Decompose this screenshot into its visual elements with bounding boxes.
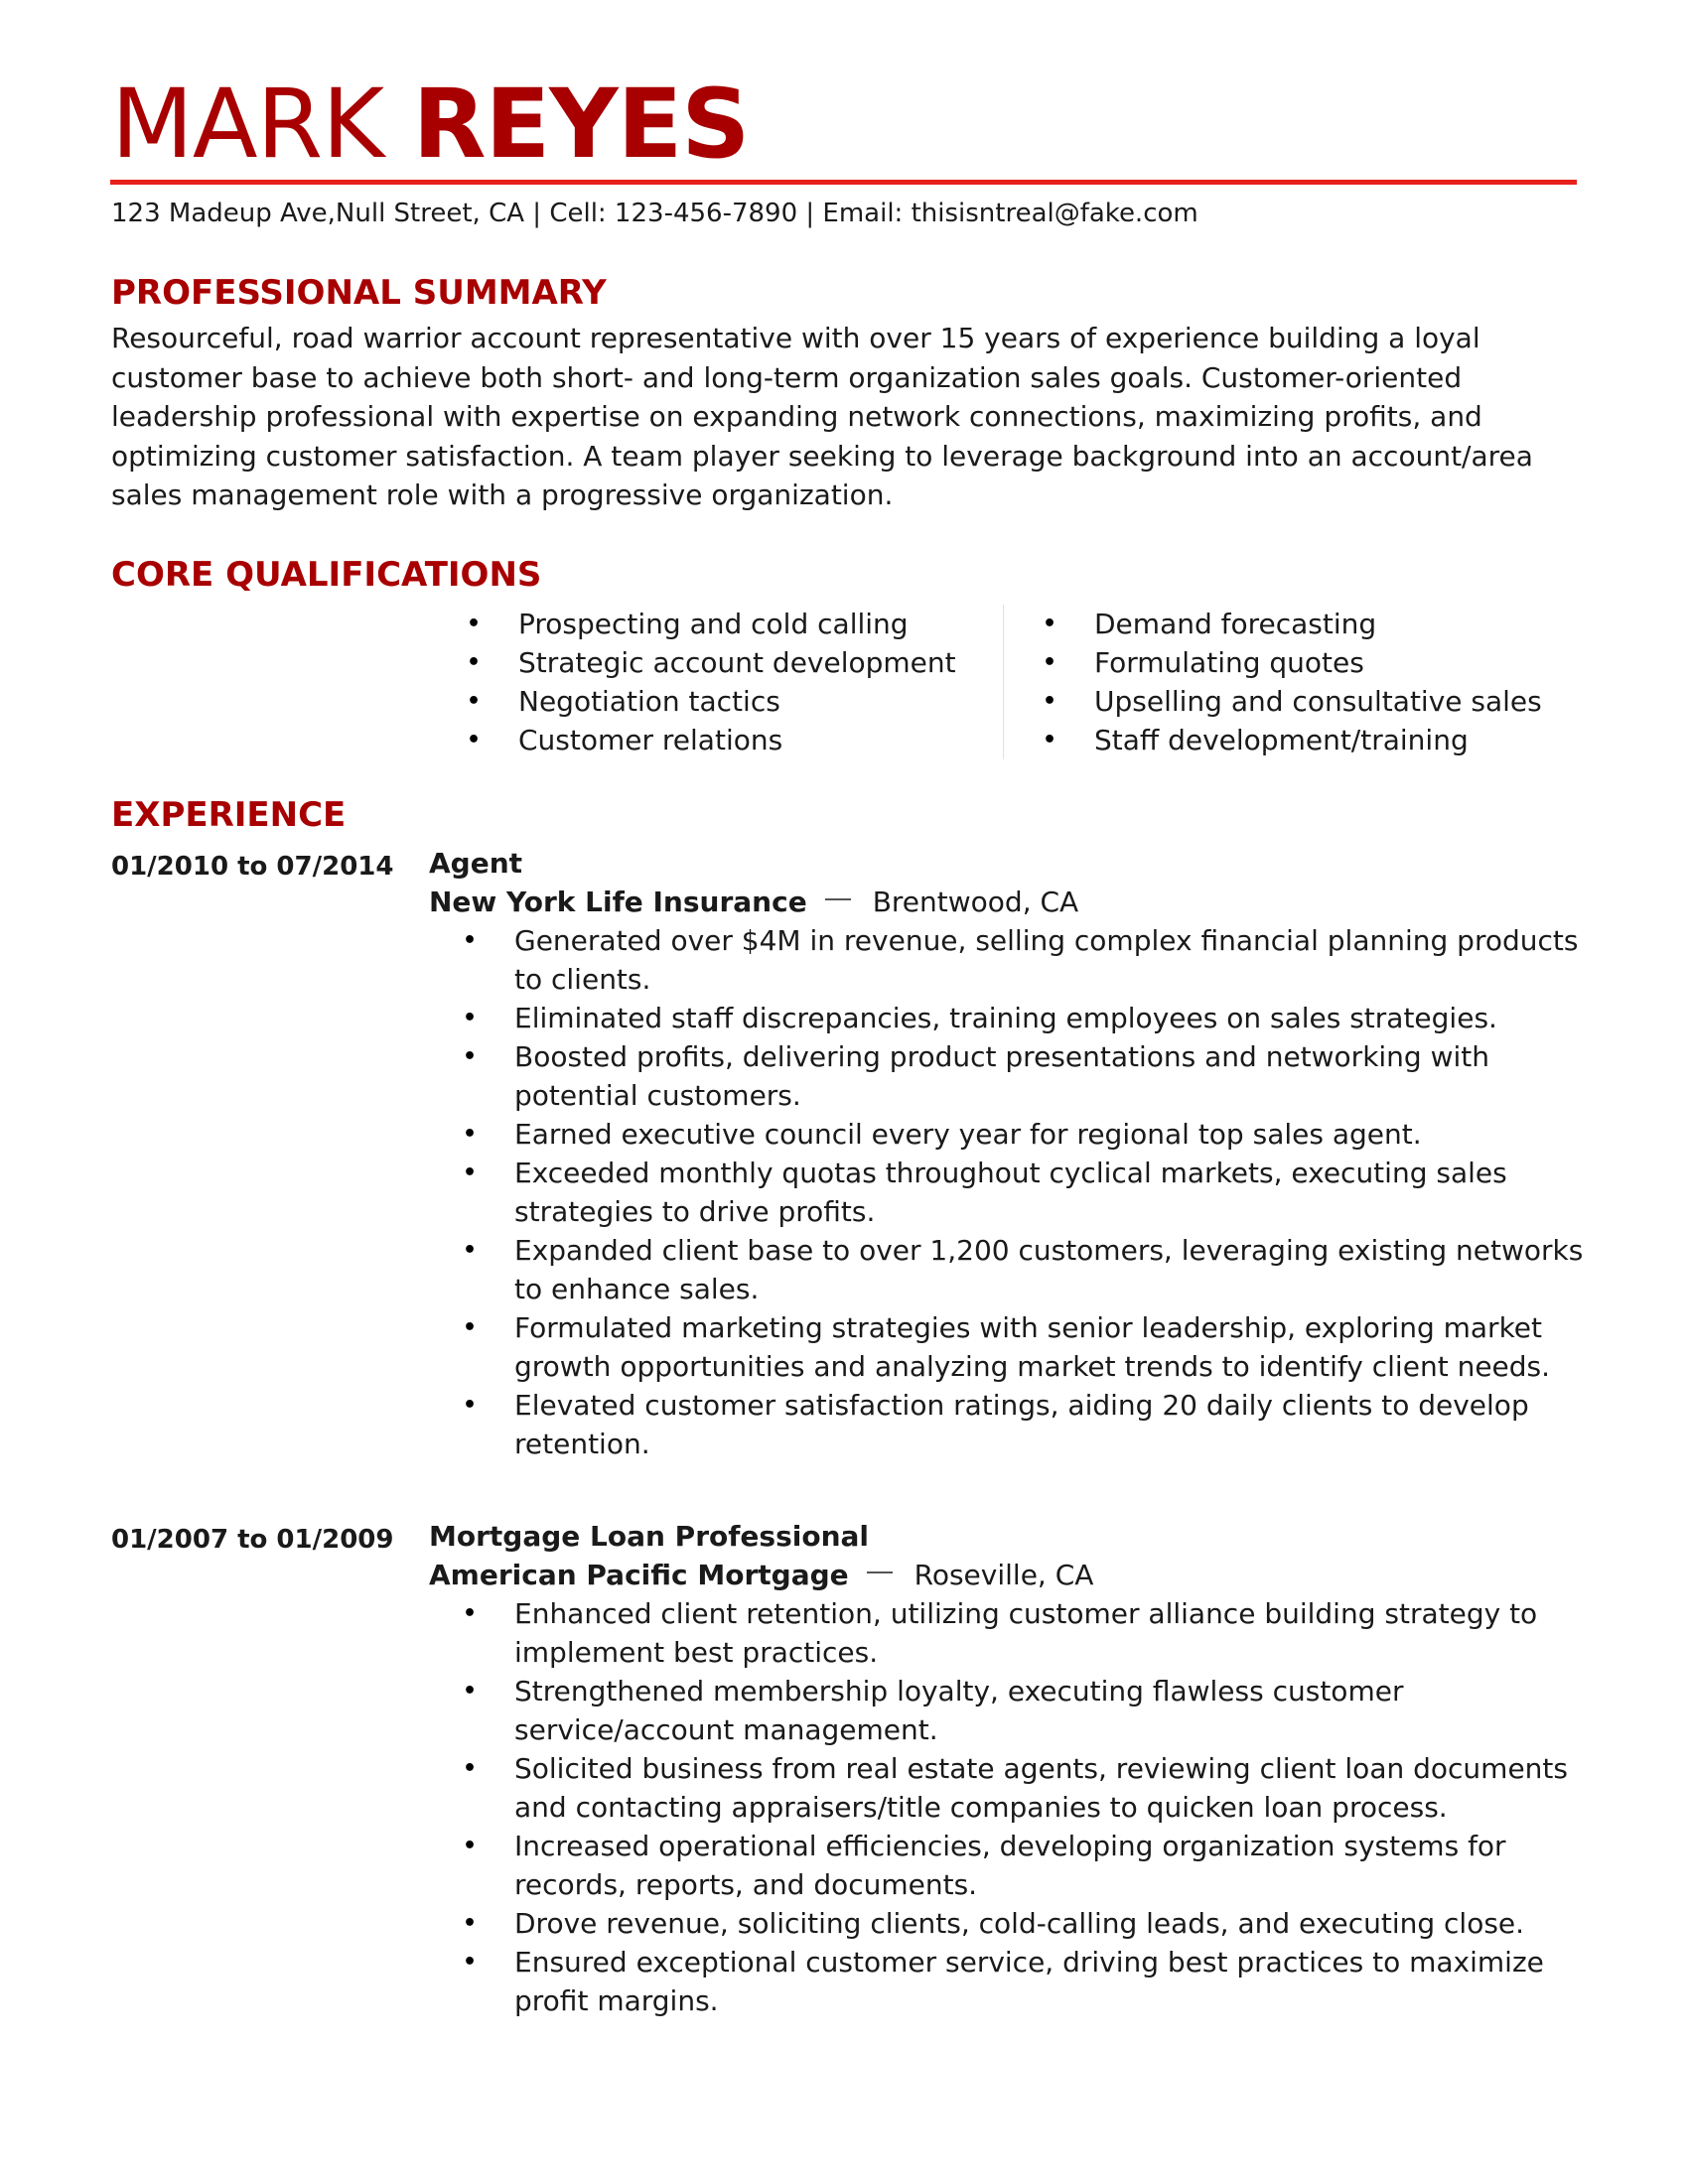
job-bullet: • Strengthened membership loyalty, executing flawless customer service/account management. [463,1672,1585,1749]
job-bullet: • Increased operational efficiencies, developing organization systems for records, reports, and documents. [463,1827,1585,1904]
bullet-icon: • [1043,650,1057,675]
first-name: MARK [111,68,384,180]
header-rule [110,180,1577,185]
job-bullet: • Ensured exceptional customer service, driving best practices to maximize profit margins. [463,1943,1585,2020]
bullet-icon: • [463,1950,478,1975]
qualification-item: • Demand forecasting [1043,605,1599,643]
qualification-item: • Strategic account development [467,643,1003,682]
bullet-icon: • [467,728,482,752]
bullet-icon: • [1043,689,1057,714]
job-bullet: • Exceeded monthly quotas throughout cyclical markets, executing sales strategies to drive profits. [463,1154,1585,1231]
bullet-icon: • [1043,612,1057,636]
qualification-item: • Formulating quotes [1043,643,1599,682]
job-title: Mortgage Loan Professional [429,1520,869,1553]
qualifications-right-list [1043,605,1599,759]
job-bullet: • Expanded client base to over 1,200 customers, leveraging existing networks to enhance sales. [463,1231,1585,1308]
job-bullet-list [463,1594,1585,2020]
bullet-icon: • [467,612,482,636]
job-employer [429,883,1078,921]
job-bullet: • Boosted profits, delivering product presentations and networking with potential customers. [463,1037,1585,1115]
qualifications-left-list [467,605,1004,759]
bullet-icon: • [463,1911,478,1936]
summary-heading: PROFESSIONAL SUMMARY [111,273,607,313]
job-bullet: • Generated over $4M in revenue, selling complex financial planning products to clients. [463,921,1585,999]
bullet-icon: • [463,1834,478,1858]
job-bullet: • Earned executive council every year for regional top sales agent. [463,1115,1585,1154]
candidate-name [111,69,749,179]
bullet-icon: • [463,1679,478,1704]
bullet-icon: • [1043,728,1057,752]
dash-separator-icon [867,1571,893,1573]
qualification-item: • Negotiation tactics [467,682,1003,721]
bullet-icon: • [463,928,478,953]
bullet-icon: • [463,1601,478,1626]
job-title: Agent [429,847,523,880]
job-location: Brentwood, CA [872,886,1079,918]
qualifications-heading: CORE QUALIFICATIONS [111,555,542,595]
summary-text: Resourceful, road warrior account representative with over 15 years of experience building a loyal customer base to achieve both short- and long-term organization sales goals. Customer-oriented leadership professional with expertise on expanding network connections, maximizing profits, and optimizing customer satisfaction. A team player seeking to leverage background into an account/area sales management role with a progressive organization. [111,322,1533,511]
job-dates: 01/2007 to 01/2009 [111,1525,394,1555]
qualification-item: • Customer relations [467,721,1003,759]
job-bullet: • Eliminated staff discrepancies, training employees on sales strategies. [463,999,1585,1037]
bullet-icon: • [463,1160,478,1185]
bullet-icon: • [463,1756,478,1781]
job-bullet: • Enhanced client retention, utilizing customer alliance building strategy to implement best practices. [463,1594,1585,1672]
bullet-icon: • [463,1006,478,1030]
dash-separator-icon [825,898,851,900]
job-location: Roseville, CA [914,1559,1094,1591]
bullet-icon: • [463,1122,478,1147]
job-bullet: • Formulated marketing strategies with senior leadership, exploring market growth opportunities and analyzing market trends to identify client needs. [463,1308,1585,1386]
experience-heading: EXPERIENCE [111,795,347,835]
company-name: American Pacific Mortgage [429,1559,849,1591]
job-bullet: • Elevated customer satisfaction ratings, aiding 20 daily clients to develop retention. [463,1386,1585,1463]
job-dates: 01/2010 to 07/2014 [111,852,394,882]
bullet-icon: • [467,650,482,675]
bullet-icon: • [463,1393,478,1418]
qualification-item: • Staff development/training [1043,721,1599,759]
last-name: REYES [412,68,750,180]
company-name: New York Life Insurance [429,886,807,918]
contact-line: 123 Madeup Ave,Null Street, CA | Cell: 123-456-7890 | Email: thisisntreal@fake.com [111,199,1198,228]
bullet-icon: • [467,689,482,714]
job-employer [429,1556,1093,1594]
qualification-item: • Upselling and consultative sales [1043,682,1599,721]
job-bullet-list [463,921,1585,1463]
job-bullet: • Drove revenue, soliciting clients, cold-calling leads, and executing close. [463,1904,1585,1943]
job-bullet: • Solicited business from real estate agents, reviewing client loan documents and contacting appraisers/title companies to quicken loan process. [463,1749,1585,1827]
bullet-icon: • [463,1044,478,1069]
qualification-item: • Prospecting and cold calling [467,605,1003,643]
bullet-icon: • [463,1315,478,1340]
bullet-icon: • [463,1238,478,1263]
